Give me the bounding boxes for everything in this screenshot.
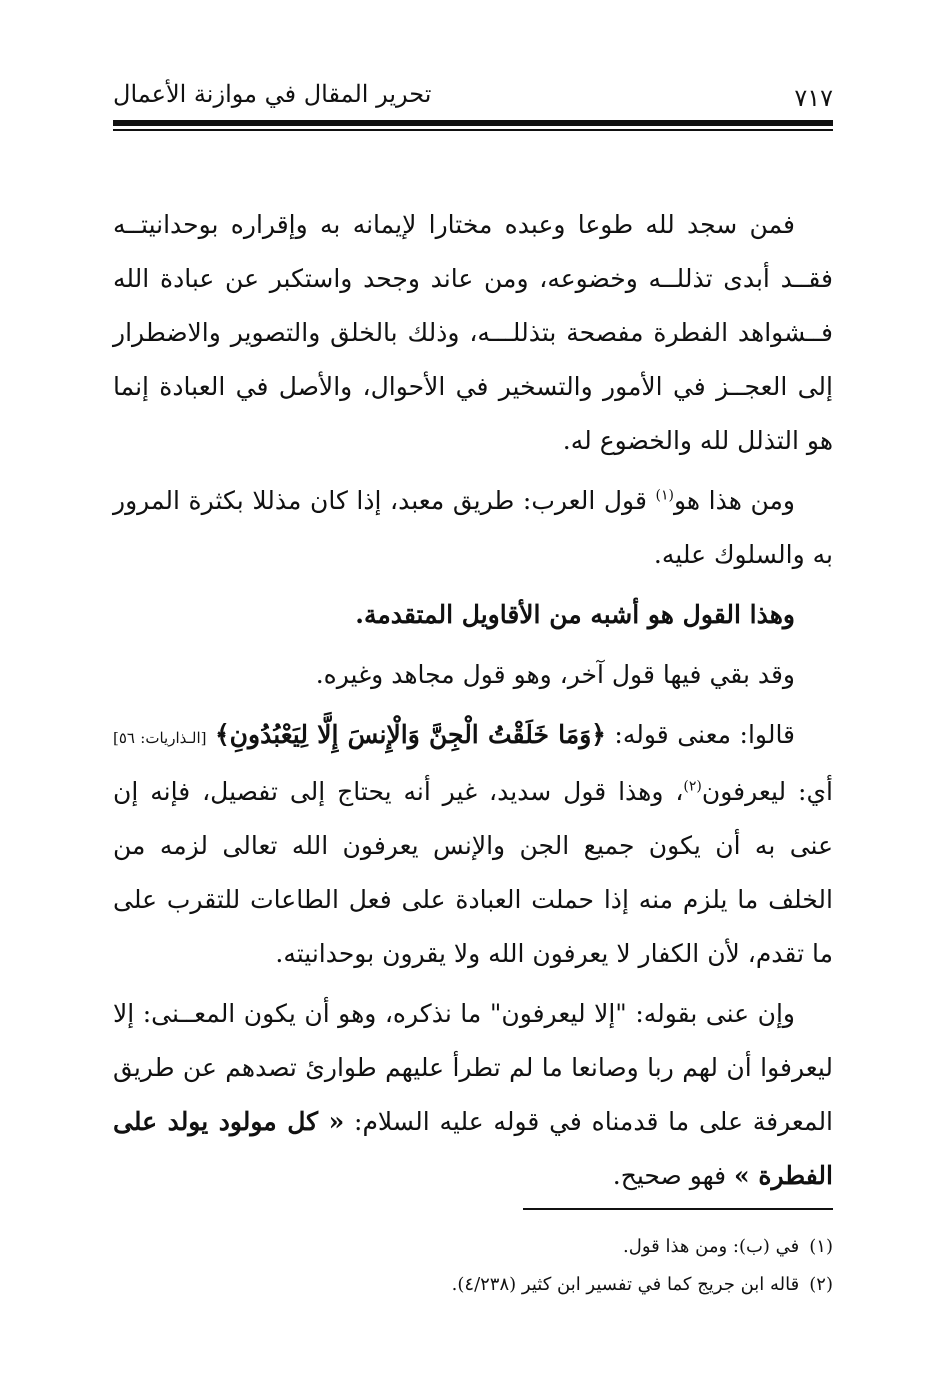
footnote-marker-2: (٢) — [683, 778, 702, 795]
header-rule-thick — [113, 120, 833, 126]
header-rule-thin — [113, 129, 833, 131]
paragraph-5 — [113, 708, 833, 981]
footnotes — [113, 1228, 833, 1304]
paragraph-1: فمن سجد لله طوعا وعبده مختارا لإيمانه به وإقراره بوحدانيتــه فقــد أبدى تذللــه وخضوعه، ومن عاند وجحد واستكبر عن عبادة الله فــشواهد الفطرة مفصحة بتذللـــه، وذلك بالخلق والتصوير والاضطرار إلى العجــز في الأمور والتسخير في الأحوال، والأصل في العبادة إنما هو التذلل لله والخضوع له. — [113, 210, 833, 455]
paragraph-5-cont-start: أي: ليعرفون — [701, 777, 833, 806]
footnote-marker-1: (١) — [655, 487, 674, 504]
paragraph-3-bold: وهذا القول هو أشبه من الأقاويل المتقدمة. — [355, 600, 795, 629]
quran-verse: ﴿وَمَا خَلَقْتُ الْجِنَّ وَالْإِنسَ إِلَّا لِيَعْبُدُونِ﴾ — [215, 720, 606, 749]
paragraph-6-start: وإن عنى بقوله: "إلا ليعرفون" ما نذكره، وهو أن يكون المعــنى: إلا ليعرفوا أن لهم ربا وصانعا ما لم تطرأ عليهم طوارئ تصدهم عن طريق المعرفة على ما قدمناه في قوله عليه السلام: — [113, 999, 834, 1136]
footnote-2 — [113, 1266, 833, 1304]
footnote-1-text: في (ب): ومن هذا قول. — [623, 1236, 800, 1257]
running-title: تحرير المقال في موازنة الأعمال — [113, 80, 432, 108]
paragraph-2-rest: قول العرب: طريق معبد، إذا كان مذللا بكثرة المرور به والسلوك عليه. — [113, 486, 833, 569]
footnote-separator — [523, 1208, 833, 1210]
main-text — [113, 198, 833, 1209]
verse-reference: [الـذاريات: ٥٦] — [113, 729, 207, 747]
page-number: ٧١٧ — [794, 84, 833, 112]
paragraph-4: وقد بقي فيها قول آخر، وهو قول مجاهد وغيره. — [315, 660, 795, 689]
paragraph-2-start: ومن هذا هو — [673, 486, 795, 515]
paragraph-6 — [113, 987, 833, 1203]
footnote-2-number: (٢) — [809, 1274, 833, 1295]
page-header — [113, 78, 833, 110]
footnote-1-number: (١) — [809, 1236, 833, 1257]
paragraph-2 — [113, 474, 833, 582]
footnote-1 — [113, 1228, 833, 1266]
verse-intro: قالوا: معنى قوله: — [605, 720, 796, 749]
hadith-quote: « كل مولود يولد على الفطرة » — [113, 1107, 833, 1190]
paragraph-6-end: فهو صحيح. — [612, 1161, 735, 1190]
paragraph-5-cont-rest: ، وهذا قول سديد، غير أنه يحتاج إلى تفصيل، فإنه إن عنى به أن يكون جميع الجن والإنس يعرفون الله تعالى لزمه من الخلف ما يلزم منه إذا حملت العبادة على فعل الطاعات للتقرب على ما تقدم، لأن الكفار لا يعرفون الله ولا يقرون بوحدانيته. — [113, 777, 833, 968]
footnote-2-text: قاله ابن جريج كما في تفسير ابن كثير (٤/٢٣٨). — [451, 1274, 800, 1295]
